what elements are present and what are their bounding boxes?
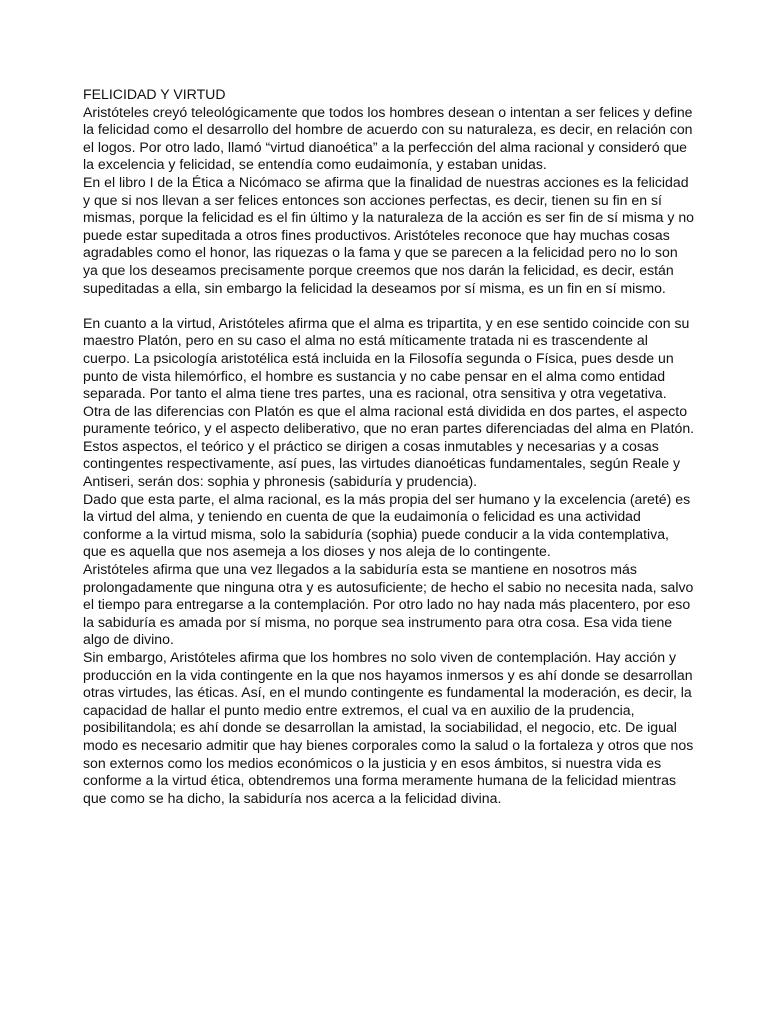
- document-title: FELICIDAD Y VIRTUD: [83, 86, 226, 102]
- paragraph-diferencias-platon: Otra de las diferencias con Platón es que el alma racional está dividida en dos partes, el aspecto puramente teórico, y el aspecto deliberativo, que no eran partes diferenciadas del alma en Platón.: [83, 402, 695, 437]
- document-page: [83, 86, 695, 807]
- paragraph-etica-nicomaco: En el libro I de la Ética a Nicómaco se afirma que la finalidad de nuestras acciones es la felicidad y que si nos llevan a ser felices entonces son acciones perfectas, es decir, tienen su fin en sí mismas, porque la felicidad es el fin último y la naturaleza de la acción es ser fin de sí misma y no puede estar supeditada a otros fines productivos. Aristóteles reconoce que hay muchas cosas agradables como el honor, las riquezas o la fama y que se parecen a la felicidad pero no lo son ya que los deseamos precisamente porque creemos que nos darán la felicidad, es decir, están supeditadas a ella, sin embargo la felicidad la deseamos por sí misma, es un fin en sí mismo.: [83, 173, 695, 296]
- paragraph-alma-racional: Dado que esta parte, el alma racional, es la más propia del ser humano y la excelencia (areté) es la virtud del alma, y teniendo en cuenta de que la eudaimonía o felicidad es una actividad conforme a la virtud misma, solo la sabiduría (sophia) puede conducir a la vida contemplativa, que es aquella que nos asemeja a los dioses y nos aleja de lo contingente.: [83, 490, 691, 560]
- paragraph-virtud-alma: En cuanto a la virtud, Aristóteles afirma que el alma es tripartita, y en ese sentido coincide con su maestro Platón, pero en su caso el alma no está míticamente tratada ni es trascendente al cuerpo. La psicología aristotélica está incluida en la Filosofía segunda o Física, pues desde un punto de vista hilemórfico, el hombre es sustancia y no cabe pensar en el alma como entidad separada. Por tanto el alma tiene tres partes, una es racional, otra sensitiva y otra vegetativa.: [83, 314, 690, 402]
- paragraph-intro: Aristóteles creyó teleológicamente que todos los hombres desean o intentan a ser felices y define la felicidad como el desarrollo del hombre de acuerdo con su naturaleza, es decir, en relación con el logos. Por otro lado, llamó “virtud dianoética” a la perfección del alma racional y consideró que la excelencia y felicidad, se entendía como eudaimonía, y estaban unidas.: [83, 103, 693, 173]
- paragraph-spacer: [83, 297, 695, 315]
- paragraph-sabiduria: Aristóteles afirma que una vez llegados a la sabiduría esta se mantiene en nosotros más prolongadamente que ninguna otra y es autosuficiente; de hecho el sabio no necesita nada, salvo el tiempo para entregarse a la contemplación. Por otro lado no hay nada más placentero, por eso la sabiduría es amada por sí misma, no porque sea instrumento para otra cosa. Esa vida tiene algo de divino.: [83, 561, 694, 648]
- paragraph-aspectos: Estos aspectos, el teórico y el práctico se dirigen a cosas inmutables y necesarias y a cosas contingentes respectivamente, así pues, las virtudes dianoéticas fundamentales, según Reale y Antiseri, serán dos: sophia y phronesis (sabiduría y prudencia).: [83, 437, 680, 490]
- paragraph-virtudes-eticas: Sin embargo, Aristóteles afirma que los hombres no solo viven de contemplación. Hay acción y producción en la vida contingente en la que nos hayamos inmersos y es ahí donde se desarrollan otras virtudes, las éticas. Así, en el mundo contingente es fundamental la moderación, es decir, la capacidad de hallar el punto medio entre extremos, el cual va en auxilio de la prudencia, posibilitandola; es ahí donde se desarrollan la amistad, la sociabilidad, el negocio, etc. De igual modo es necesario admitir que hay bienes corporales como la salud o la fortaleza y otros que nos son externos como los medios económicos o la justicia y en esos ámbitos, si nuestra vida es conforme a la virtud ética, obtendremos una forma meramente humana de la felicidad mientras que como se ha dicho, la sabiduría nos acerca a la felicidad divina.: [83, 649, 694, 806]
